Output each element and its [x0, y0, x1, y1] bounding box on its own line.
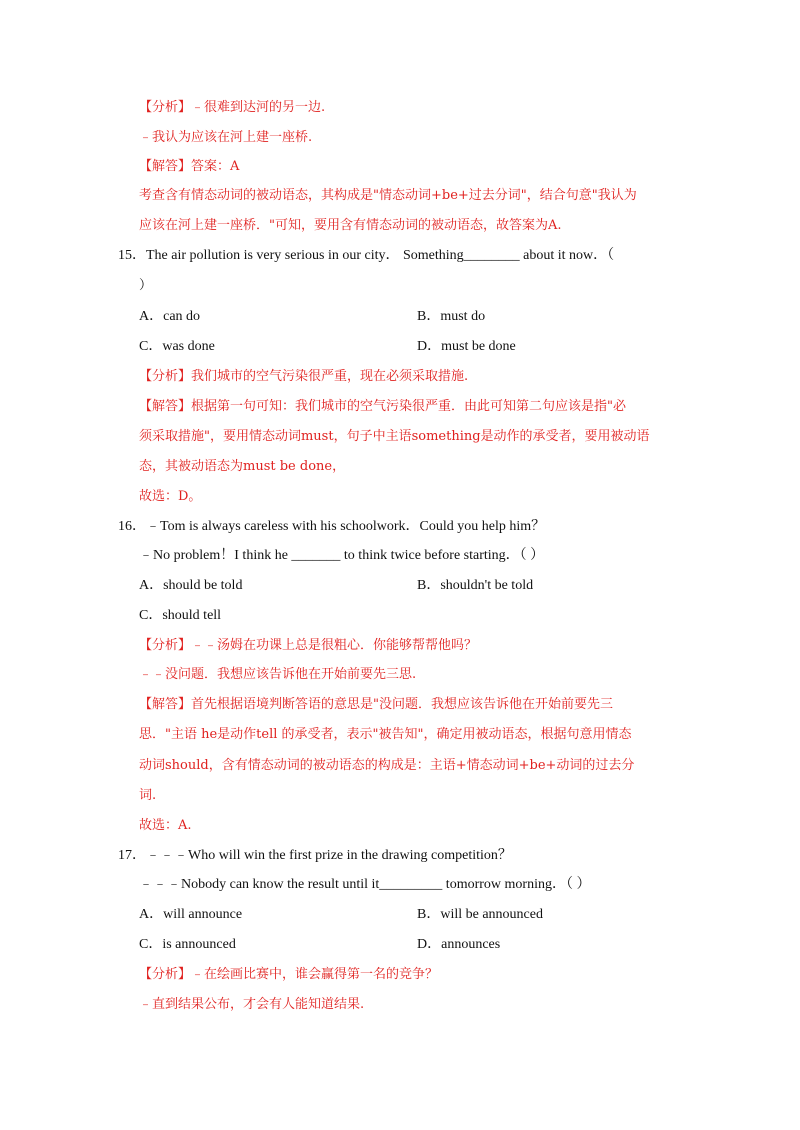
analysis-line: 【分析】﹣在绘画比赛中，谁会赢得第一名的竞争？ — [139, 967, 439, 982]
question-15-stem: 15．The air pollution is very serious in our city． Something________ about it now．（ — [118, 248, 615, 263]
analysis-line: ﹣直到结果公布，才会有人能知道结果. — [139, 997, 365, 1012]
answer-line: 【解答】首先根据语境判断答语的意思是"没问题．我想应该告诉他在开始前要先三 — [139, 697, 613, 712]
answer-choice: 故选：A. — [139, 818, 192, 833]
answer-line: 动词should，含有情态动词的被动语态的构成是：主语+情态动词+be+动词的过去分 — [139, 758, 635, 773]
question-17-option-d: D．announces — [417, 937, 501, 952]
answer-line: 态，其被动语态为must be done， — [139, 459, 346, 474]
analysis-line: 【分析】﹣很难到达河的另一边. — [139, 100, 326, 115]
answer-line: 考查含有情态动词的被动语态，其构成是"情态动词+be+过去分词"，结合句意"我认为 — [139, 188, 637, 203]
answer-line: 【解答】答案：A — [139, 159, 240, 174]
answer-line: 应该在河上建一座桥．"可知，要用含有情态动词的被动语态，故答案为A. — [139, 218, 562, 233]
question-16-line2: ﹣No problem！I think he _______ to think twice before starting．（ ） — [139, 548, 545, 563]
answer-line: 【解答】根据第一句可知：我们城市的空气污染很严重．由此可知第二句应该是指"必 — [139, 399, 626, 414]
question-17-stem: 17．﹣﹣﹣Who will win the first prize in the drawing competition？ — [118, 848, 512, 863]
question-15-option-d: D．must be done — [417, 339, 516, 354]
question-15-option-c: C．was done — [139, 339, 215, 354]
question-17-line2: ﹣﹣﹣Nobody can know the result until it_________ tomorrow morning．（ ） — [139, 877, 591, 892]
analysis-line: ﹣我认为应该在河上建一座桥. — [139, 130, 313, 145]
answer-line: 词. — [139, 788, 157, 803]
answer-line: 思．"主语 he是动作tell 的承受者，表示"被告知"，确定用被动语态，根据句意用情态 — [139, 727, 632, 742]
answer-choice: 故选：D。 — [139, 489, 202, 504]
question-17-option-c: C．is announced — [139, 937, 236, 952]
analysis-line: 【分析】我们城市的空气污染很严重，现在必须采取措施. — [139, 369, 469, 384]
question-17-option-b: B．will be announced — [417, 907, 543, 922]
analysis-line: ﹣﹣没问题．我想应该告诉他在开始前要先三思. — [139, 667, 417, 682]
question-15-option-b: B．must do — [417, 309, 486, 324]
question-15-paren: ） — [139, 278, 153, 293]
question-16-option-b: B．shouldn't be told — [417, 578, 534, 593]
analysis-line: 【分析】﹣﹣汤姆在功课上总是很粗心．你能够帮帮他吗？ — [139, 638, 478, 653]
question-15-option-a: A．can do — [139, 309, 201, 324]
question-16-stem: 16．﹣Tom is always careless with his schoolwork．Could you help him？ — [118, 519, 546, 534]
question-17-option-a: A．will announce — [139, 907, 243, 922]
question-16-option-c: C．should tell — [139, 608, 222, 623]
question-16-option-a: A．should be told — [139, 578, 243, 593]
answer-line: 须采取措施"，要用情态动词must，句子中主语something是动作的承受者，要用被动语 — [139, 429, 650, 444]
